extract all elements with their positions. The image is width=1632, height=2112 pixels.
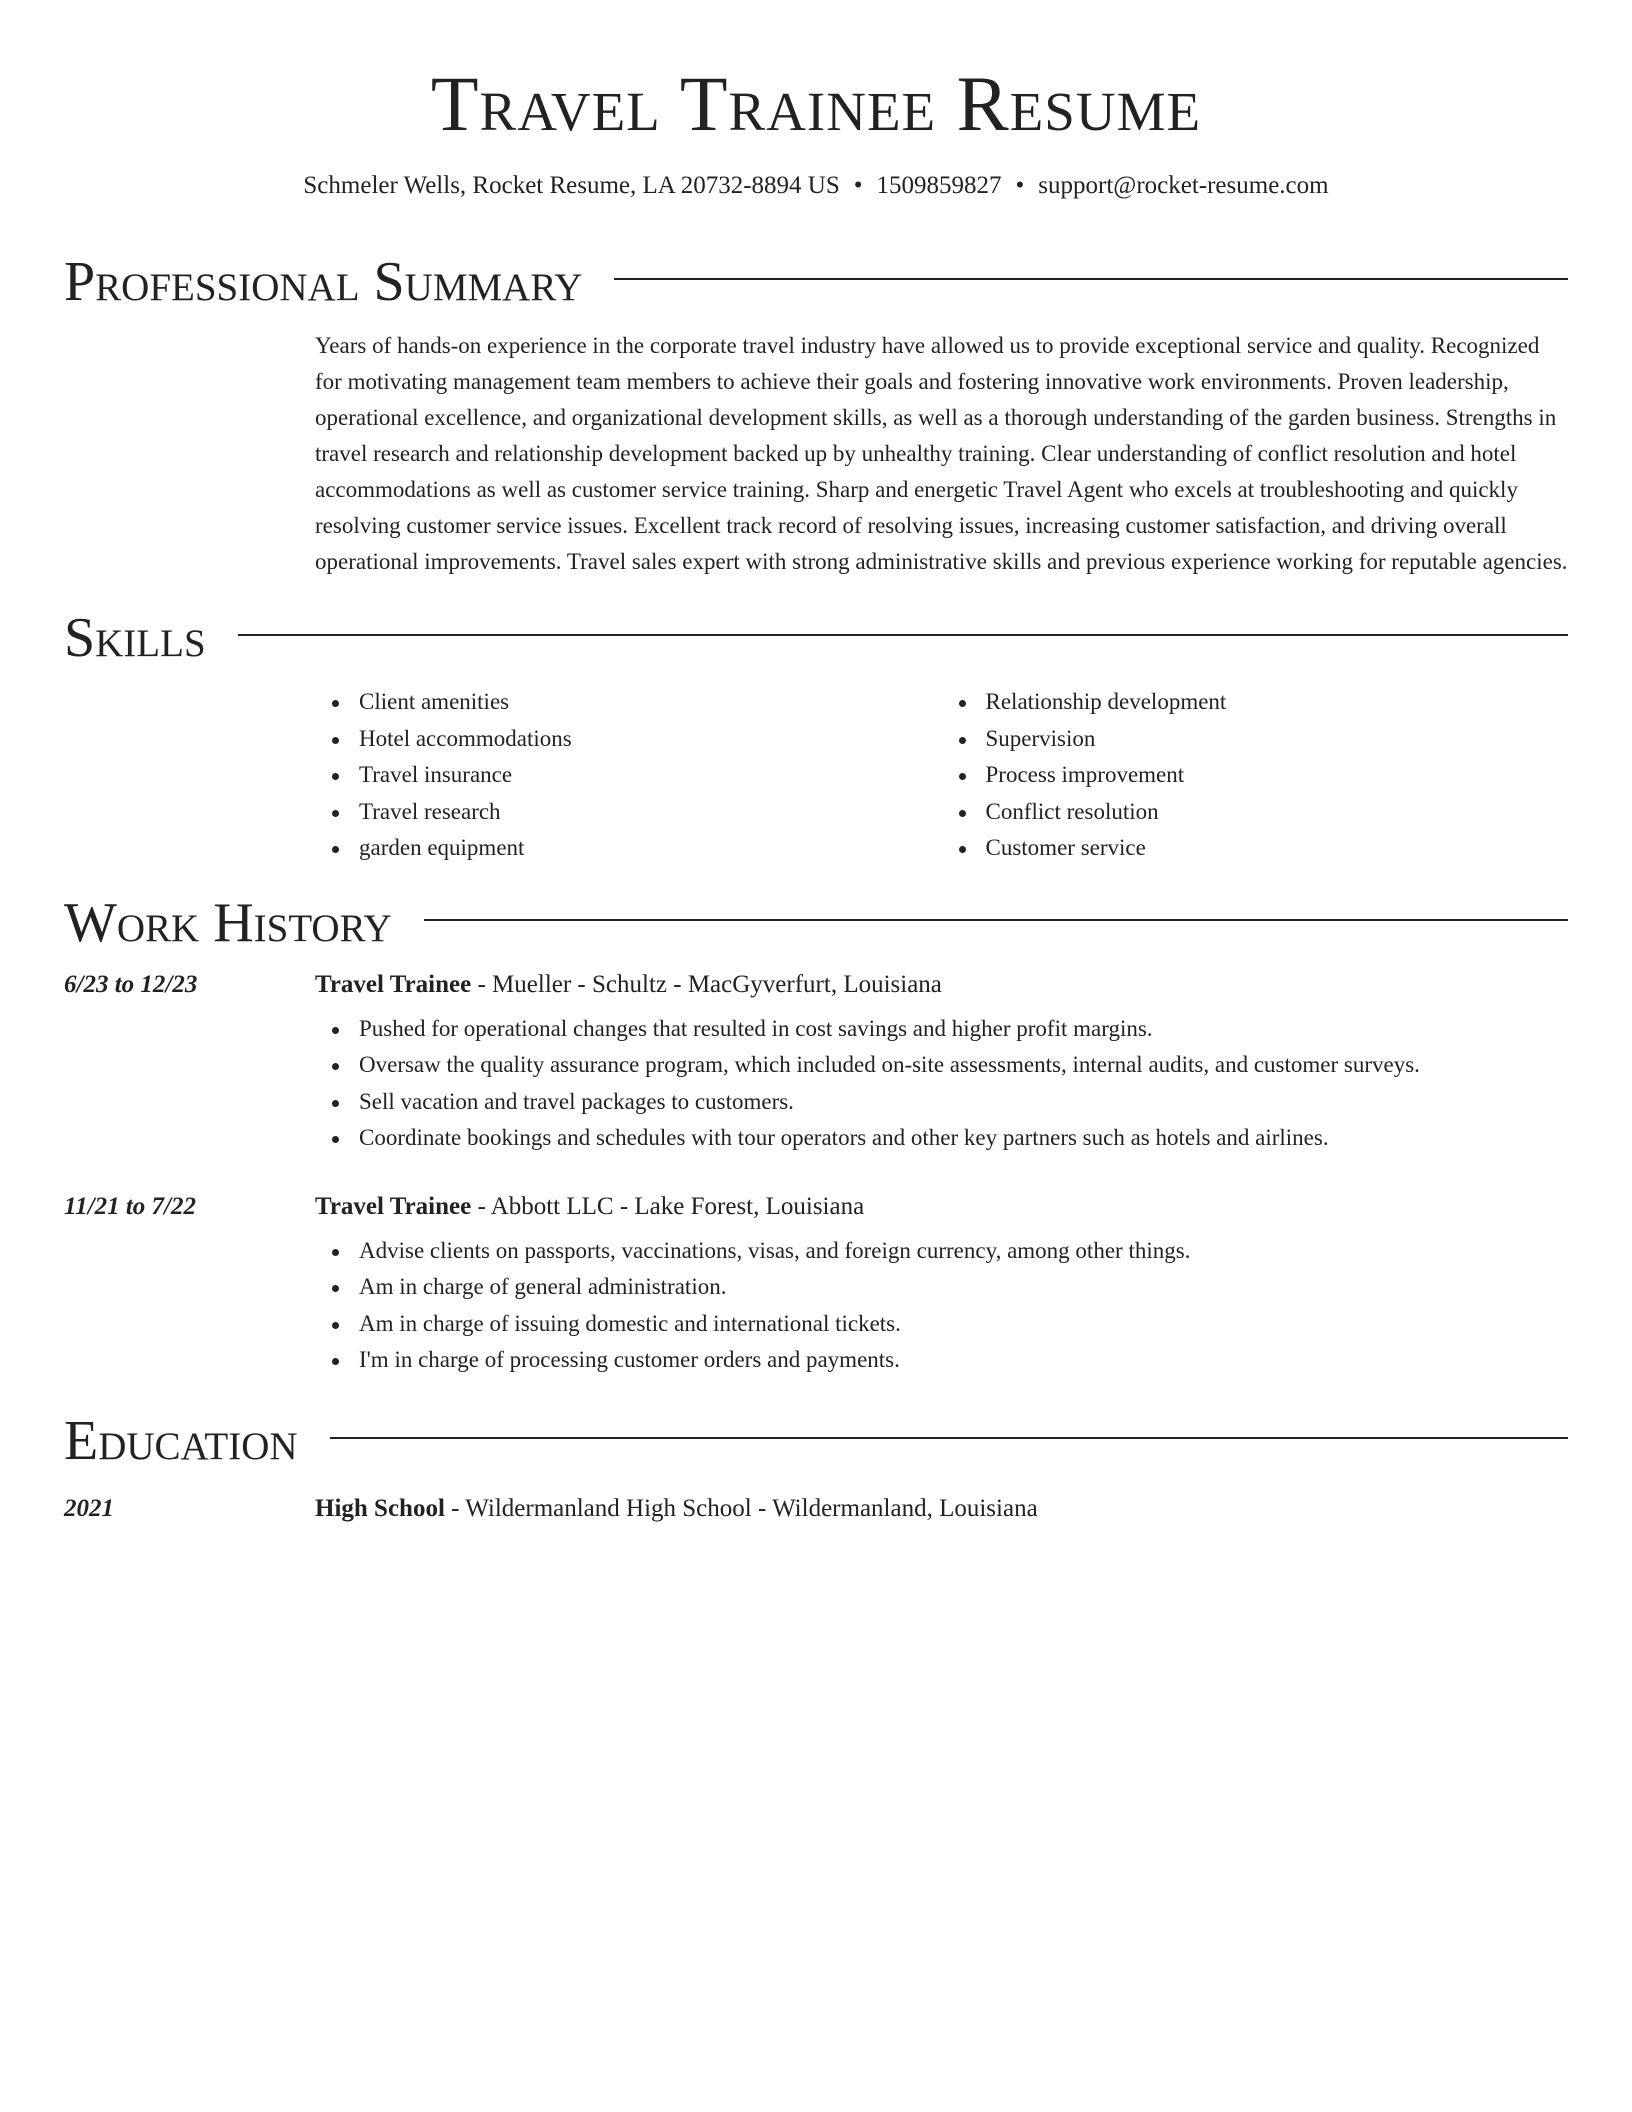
skill-item: garden equipment — [359, 830, 942, 867]
resume-title: Travel Trainee Resume — [430, 60, 1202, 147]
job-title: Travel Trainee — [315, 970, 472, 998]
section-heading-work-history — [64, 891, 1568, 955]
section-divider — [238, 634, 1568, 636]
job-header — [64, 1193, 1568, 1221]
job-bullet: Pushed for operational changes that resulted in cost savings and higher profit margins. — [359, 1011, 1568, 1048]
job-title: Travel Trainee — [315, 1192, 472, 1220]
section-divider — [614, 278, 1568, 280]
education-line — [315, 1495, 1038, 1523]
skills-column-left — [315, 684, 942, 867]
job-bullet: Am in charge of general administration. — [359, 1269, 1568, 1306]
contact-line — [64, 170, 1568, 202]
job-bullet: I'm in charge of processing customer orders and payments. — [359, 1342, 1568, 1379]
education-school: - Wildermanland High School - Wildermanland, Louisiana — [444, 1494, 1038, 1522]
job-bullet: Sell vacation and travel packages to customers. — [359, 1084, 1568, 1121]
contact-address: Schmeler Wells, Rocket Resume, LA 20732-8894 US — [303, 172, 840, 199]
job-bullet: Oversaw the quality assurance program, which included on-site assessments, internal audits, and customer surveys. — [359, 1047, 1568, 1084]
skills-grid — [315, 684, 1568, 867]
job-bullets — [64, 1233, 1568, 1379]
job-employer: - Mueller - Schultz - MacGyverfurt, Louisiana — [471, 970, 942, 998]
job-bullet: Coordinate bookings and schedules with tour operators and other key partners such as hotels and airlines. — [359, 1120, 1568, 1157]
skill-item: Travel research — [359, 794, 942, 831]
section-divider — [424, 919, 1568, 921]
skill-item: Client amenities — [359, 684, 942, 721]
skill-item: Customer service — [986, 830, 1569, 867]
job-header — [64, 971, 1568, 999]
contact-separator: • — [1015, 172, 1025, 199]
education-year: 2021 — [64, 1494, 114, 1522]
job-bullets — [64, 1011, 1568, 1157]
job-dates: 11/21 to 7/22 — [64, 1192, 196, 1220]
job-dates: 6/23 to 12/23 — [64, 970, 198, 998]
job-employer: - Abbott LLC - Lake Forest, Louisiana — [471, 1192, 865, 1220]
skill-item: Travel insurance — [359, 757, 942, 794]
section-heading-skills — [64, 606, 1568, 670]
job-bullet: Am in charge of issuing domestic and international tickets. — [359, 1306, 1568, 1343]
contact-separator: • — [853, 172, 863, 199]
job-entry — [64, 971, 1568, 1157]
section-heading-education — [64, 1409, 1568, 1473]
section-divider — [330, 1437, 1568, 1439]
skill-item: Hotel accommodations — [359, 721, 942, 758]
skill-item: Conflict resolution — [986, 794, 1569, 831]
job-title-line — [315, 971, 942, 999]
section-heading-summary — [64, 250, 1568, 314]
section-heading-text: Education — [64, 1409, 298, 1472]
skill-item: Relationship development — [986, 684, 1569, 721]
job-title-line — [315, 1193, 864, 1221]
summary-paragraph: Years of hands-on experience in the corporate travel industry have allowed us to provide exceptional service and quality. Recognized for motivating management team members to achieve their goals and fostering innovative work environments. Proven leadership, operational excellence, and organizational development skills, as well as a thorough understanding of the garden business. Strengths in travel research and relationship development backed up by unhealthy training. Clear understanding of conflict resolution and hotel accommodations as well as customer service training. Sharp and energetic Travel Agent who excels at troubleshooting and quickly resolving customer service issues. Excellent track record of resolving issues, increasing customer satisfaction, and driving overall operational improvements. Travel sales expert with strong administrative skills and previous experience working for reputable agencies. — [315, 333, 1568, 574]
section-heading-text: Skills — [64, 607, 206, 669]
job-bullet: Advise clients on passports, vaccinations, visas, and foreign currency, among other things. — [359, 1233, 1568, 1270]
section-heading-text: Work History — [64, 891, 392, 954]
job-entry — [64, 1193, 1568, 1379]
skills-column-right — [942, 684, 1569, 867]
education-entry — [64, 1495, 1568, 1523]
skill-item: Supervision — [986, 721, 1569, 758]
section-heading-text: Professional Summary — [64, 251, 583, 313]
education-degree: High School — [315, 1494, 445, 1522]
skill-item: Process improvement — [986, 757, 1569, 794]
contact-phone: 1509859827 — [876, 172, 1002, 199]
resume-page — [64, 0, 1568, 1523]
contact-email: support@rocket-resume.com — [1038, 172, 1329, 199]
